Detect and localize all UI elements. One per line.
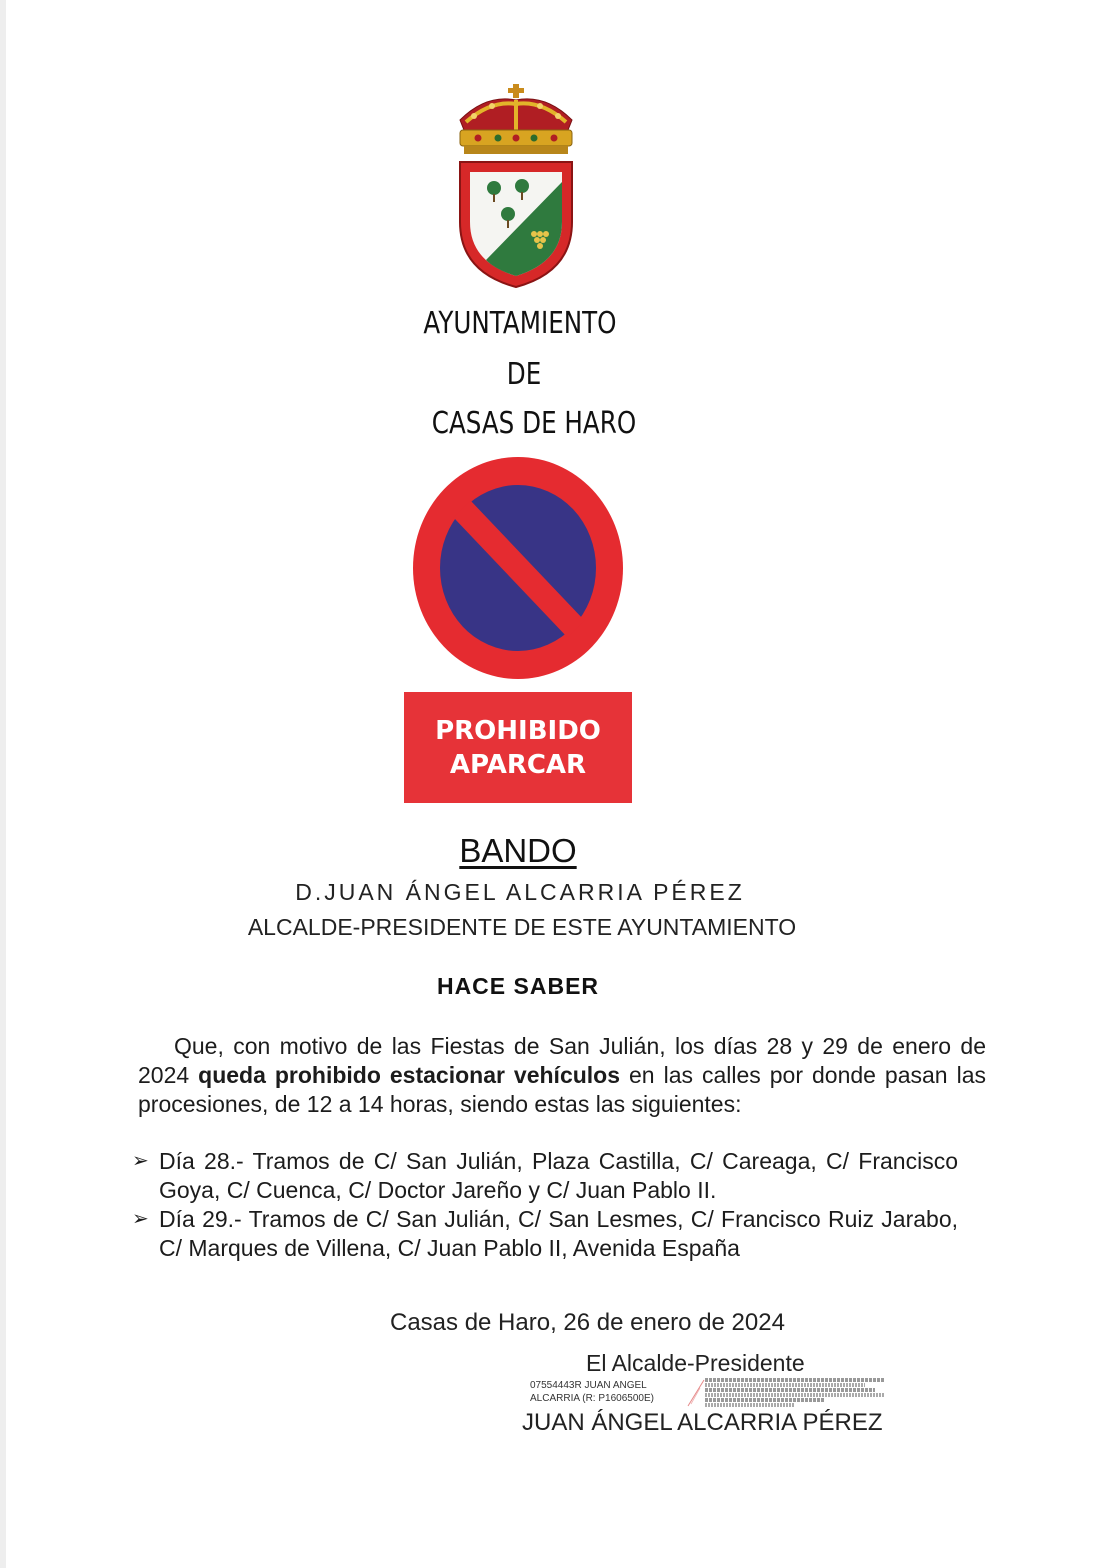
- signature-id-line-1: 07554443R JUAN ANGEL: [530, 1380, 647, 1391]
- mayor-role: ALCALDE-PRESIDENTE DE ESTE AYUNTAMIENTO: [247, 914, 797, 940]
- plate-line-1: PROHIBIDO: [435, 715, 601, 746]
- header-ayuntamiento: AYUNTAMIENTO: [423, 306, 617, 341]
- header-town-name: CASAS DE HARO: [431, 406, 637, 441]
- plate-line-2: APARCAR: [449, 749, 587, 780]
- signature-role: El Alcalde-Presidente: [586, 1350, 805, 1376]
- body-text-part-1: Que, con motivo de las Fiestas de San Julián, los días 28 y 29 de enero de 2024: [138, 1033, 986, 1088]
- signature-fine-print: [705, 1377, 885, 1408]
- digital-signature-id: [530, 1379, 654, 1405]
- body-text-part-2: en las calles por donde pasan las procesiones, de 12 a 14 horas, siendo estas las siguientes:: [138, 1062, 986, 1117]
- hace-saber-heading: HACE SABER: [436, 973, 600, 999]
- arrow-bullet-icon: ➢: [132, 1208, 149, 1230]
- body-text-bold: queda prohibido estacionar vehículos: [198, 1062, 621, 1088]
- list-item-text: Día 29.- Tramos de C/ San Julián, C/ San Lesmes, C/ Francisco Ruiz Jarabo, C/ Marques de Villena, C/ Juan Pablo II, Avenida España: [159, 1206, 958, 1261]
- list-item-text: Día 28.- Tramos de C/ San Julián, Plaza Castilla, C/ Careaga, C/ Francisco Goya, C/ Cuenca, C/ Doctor Jareño y C/ Juan Pablo II.: [159, 1148, 958, 1203]
- mayor-name: D.JUAN ÁNGEL ALCARRIA PÉREZ: [295, 879, 745, 905]
- no-parking-sign-icon: [410, 455, 626, 681]
- page-edge: [0, 0, 6, 1568]
- list-item: [132, 1205, 958, 1263]
- streets-list: [132, 1147, 958, 1263]
- digital-signature-mark-icon: [686, 1378, 706, 1408]
- list-item: [132, 1147, 958, 1205]
- place-date: Casas de Haro, 26 de enero de 2024: [390, 1309, 785, 1336]
- bando-title: BANDO: [459, 832, 577, 869]
- signatory-name: JUAN ÁNGEL ALCARRIA PÉREZ: [522, 1409, 883, 1436]
- signature-id-line-2: ALCARRIA (R: P1606500E): [530, 1393, 654, 1404]
- prohibido-aparcar-plate: [404, 692, 632, 803]
- body-paragraph: [138, 1032, 986, 1119]
- arrow-bullet-icon: ➢: [132, 1150, 149, 1172]
- coat-of-arms-emblem: [446, 82, 586, 292]
- header-de: DE: [506, 357, 542, 392]
